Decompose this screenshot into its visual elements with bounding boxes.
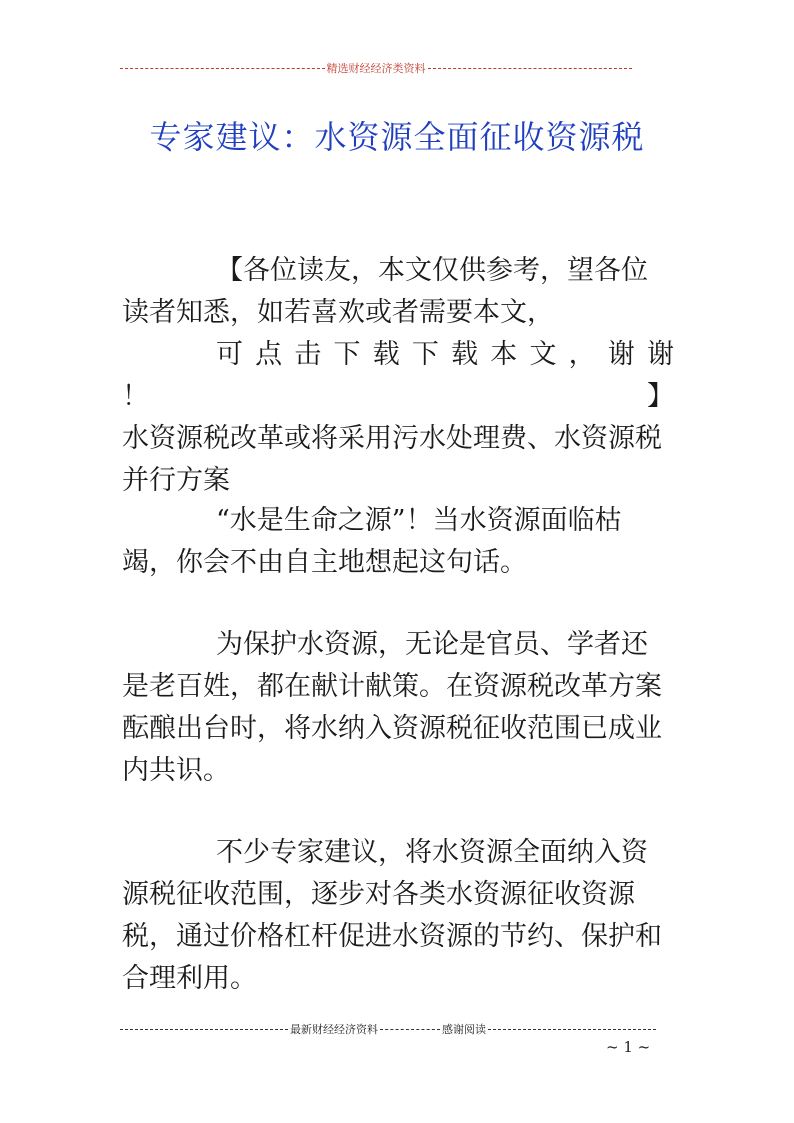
footer-right-label: 感谢阅读: [442, 1023, 486, 1036]
header-label: 精选财经经济类资料: [326, 62, 426, 75]
notice-line-1: 【各位读友，本文仅供参考，望各位读者知悉，如若喜欢或者需要本文，: [122, 255, 648, 328]
document-title: 专家建议：水资源全面征收资源税: [149, 118, 645, 156]
reader-notice: [122, 250, 674, 502]
header-rule: [120, 60, 632, 76]
notice-line-3: 水资源税改革或将采用污水处理费、水资源税并行方案: [122, 423, 662, 496]
paragraph-3: 不少专家建议，将水资源全面纳入资源税征收范围，逐步对各类水资源征收资源税，通过价格杠杆促进水资源的节约、保护和合理利用。: [122, 837, 662, 994]
header-dash-right: [428, 68, 633, 69]
footer-dash-right: [488, 1029, 656, 1030]
footer-left-label: 最新财经经济资料: [290, 1023, 378, 1036]
paragraph-2: 为保护水资源，无论是官员、学者还是老百姓，都在献计献策。在资源税改革方案酝酿出台时，将水纳入资源税征收范围已成业内共识。: [122, 629, 662, 786]
footer-dash-middle: [380, 1029, 440, 1030]
footer-dash-left: [120, 1029, 288, 1030]
page-number: ~ 1 ~: [606, 1038, 651, 1056]
header-dash-left: [120, 68, 325, 69]
footer-rule: [120, 1022, 656, 1036]
paragraph-1: “水是生命之源”！当水资源面临枯竭，你会不由自主地想起这句话。: [122, 505, 622, 578]
notice-line-2: 可 点 击 下 载 下 载 本 文 ， 谢 谢 ！】: [122, 339, 674, 412]
